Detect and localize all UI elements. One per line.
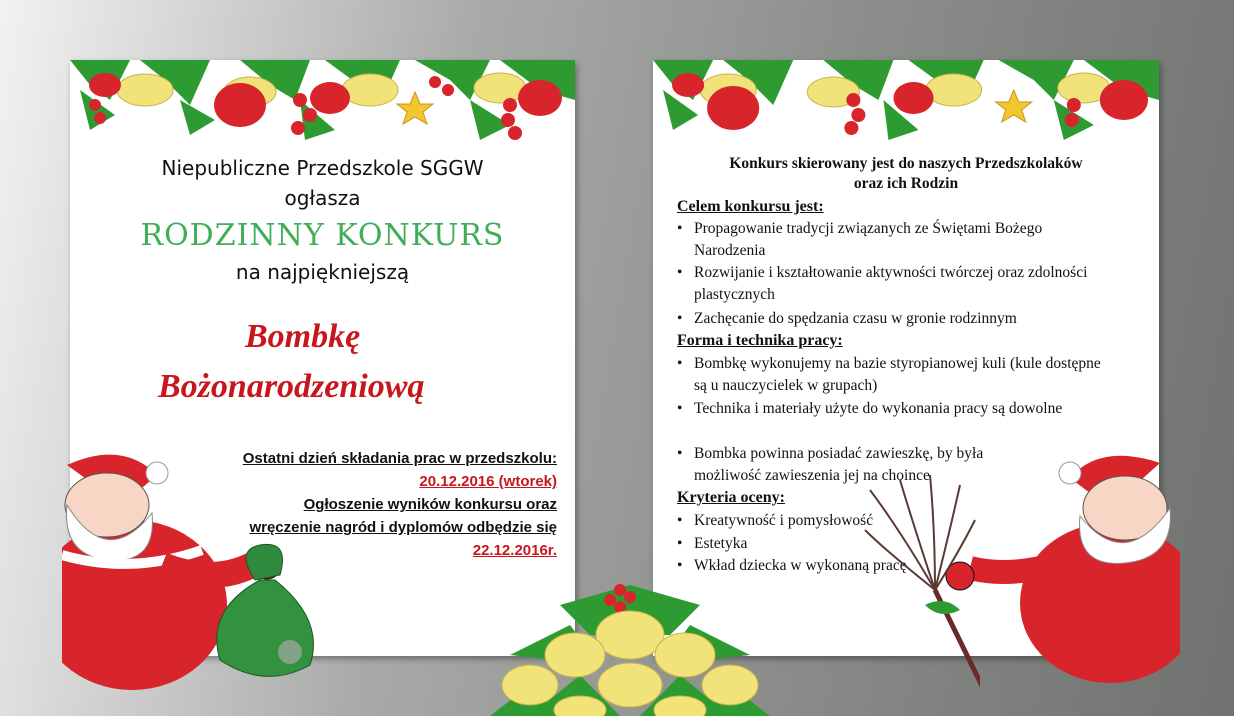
list-item-text: Propagowanie tradycji związanych ze Świętami Bożego Narodzenia: [694, 220, 1043, 259]
bullet-icon: •: [677, 400, 683, 417]
audience-heading: [653, 154, 1159, 194]
list-item: [677, 308, 1117, 330]
list-item: [677, 262, 1117, 306]
list-item-text: Estetyka: [694, 535, 748, 552]
bullet-icon: •: [677, 512, 683, 529]
preschool-name: Niepubliczne Przedszkole SGGW: [161, 156, 484, 180]
christmas-title: Bożonarodzeniową: [158, 368, 425, 405]
list-item: [677, 218, 1117, 262]
garland-decoration: [70, 60, 575, 150]
audience-heading-line1: Konkurs skierowany jest do naszych Przedszkolaków: [729, 155, 1083, 172]
deadline-date: 20.12.2016 (wtorek): [419, 473, 557, 490]
list-item-text: Zachęcanie do spędzania czasu w gronie rodzinnym: [694, 310, 1017, 327]
contest-title: RODZINNY KONKURS: [140, 218, 505, 253]
gift-sack-icon: [205, 540, 325, 690]
bullet-icon: •: [677, 355, 683, 372]
holly-ornament-cluster: [470, 575, 790, 716]
list-item-text: Kreatywność i pomysłowość: [694, 512, 874, 529]
list-item-text: Bombkę wykonujemy na bazie styropianowej kuli (kule dostępne są u nauczycielek w grupach): [694, 355, 1101, 394]
list-item-text: Bombka powinna posiadać zawieszkę, by była możliwość zawieszenia jej na choince: [694, 445, 984, 484]
bullet-icon: •: [677, 445, 683, 462]
list-item: [677, 353, 1117, 397]
garland-decoration-right: [653, 60, 1159, 150]
list-item-text: Wkład dziecka w wykonaną pracę: [694, 557, 907, 574]
section-form-title: Forma i technika pracy:: [677, 332, 843, 349]
section-criteria-title: Kryteria oceny:: [677, 489, 785, 506]
awards-label: wręczenie nagród i dyplomów odbędzie się: [249, 519, 557, 536]
for-the-most-beautiful-text: na najpiękniejszą: [235, 260, 410, 284]
ornament-title: Bombkę: [245, 318, 361, 355]
results-date: 22.12.2016r.: [472, 542, 557, 559]
list-item: [677, 398, 1117, 420]
bullet-icon: •: [677, 310, 683, 327]
broom-icon: [860, 470, 980, 700]
results-label: Ogłoszenie wyników konkursu oraz: [303, 496, 557, 513]
announces-text: ogłasza: [284, 186, 361, 210]
bullet-icon: •: [677, 220, 683, 237]
bullet-icon: •: [677, 557, 683, 574]
deadline-label: Ostatni dzień składania prac w przedszkolu:: [242, 450, 557, 467]
bullet-icon: •: [677, 535, 683, 552]
bullet-icon: •: [677, 264, 683, 281]
list-item-text: Rozwijanie i kształtowanie aktywności twórczej oraz zdolności plastycznych: [694, 264, 1088, 303]
list-item-text: Technika i materiały użyte do wykonania pracy są dowolne: [694, 400, 1063, 417]
audience-heading-line2: oraz ich Rodzin: [853, 175, 959, 192]
section-goals-title: Celem konkursu jest:: [677, 198, 824, 215]
